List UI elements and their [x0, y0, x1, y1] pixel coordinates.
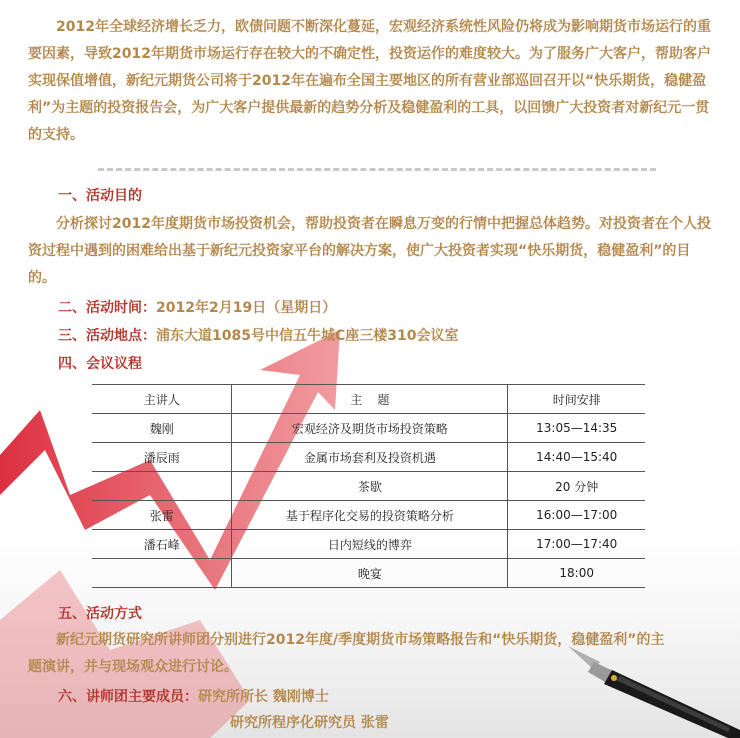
- section6-title: 六、讲师团主要成员：: [58, 689, 198, 705]
- section3-title: 三、活动地点：: [58, 328, 156, 344]
- section3-line: [58, 325, 458, 347]
- table-row: [92, 530, 645, 559]
- section6-line-2: [230, 712, 389, 734]
- agenda-topic: 基于程序化交易的投资策略分析: [232, 501, 508, 530]
- event-date: 2012年2月19日（星期日）: [156, 300, 337, 316]
- section5-body: 新纪元期货研究所讲师团分别进行2012年度/季度期货市场策略报告和“快乐期货，稳健盈利”的主题演讲，并与现场观众进行讨论。: [28, 632, 665, 675]
- agenda-speaker: 潘石峰: [92, 530, 232, 559]
- member-1: 研究所所长 魏刚博士: [198, 689, 329, 705]
- dashed-divider: [98, 168, 656, 171]
- section1-body: 分析探讨2012年度期货市场投资机会，帮助投资者在瞬息万变的行情中把握总体趋势。对投资者在个人投资过程中遇到的困难给出基于新纪元投资家平台的解决方案，使广大投资者实现“快乐期货，稳健盈利”的目的。: [28, 216, 711, 286]
- agenda-speaker: 魏刚: [92, 414, 232, 443]
- section1-title: 一、活动目的: [58, 188, 142, 204]
- agenda-time: 20 分钟: [508, 472, 645, 501]
- agenda-header-row: [92, 385, 645, 414]
- section4-title: 四、会议议程: [58, 356, 142, 372]
- agenda-speaker: [92, 472, 232, 501]
- table-row: [92, 472, 645, 501]
- intro-paragraph: 2012年全球经济增长乏力，欧债问题不断深化蔓延，宏观经济系统性风险仍将成为影响期货市场运行的重要因素，导致2012年期货市场运行存在较大的不确定性，投资运作的难度较大。为了服务广大客户，帮助客户实现保值增值，新纪元期货公司将于2012年在遍布全国主要地区的所有营业部巡回召开以“快乐期货，稳健盈利”为主题的投资报告会，为广大客户提供最新的趋势分析及稳健盈利的工具，以回馈广大投资者对新纪元一贯的支持。: [28, 19, 711, 143]
- agenda-header-time: 时间安排: [508, 385, 645, 414]
- agenda-header-speaker: 主讲人: [92, 385, 232, 414]
- section6-line: [58, 686, 329, 708]
- agenda-speaker: 潘辰雨: [92, 443, 232, 472]
- event-venue: 浦东大道1085号中信五牛城C座三楼310会议室: [156, 328, 459, 344]
- agenda-time: 17:00—17:40: [508, 530, 645, 559]
- table-row: [92, 559, 645, 588]
- section5-title: 五、活动方式: [58, 606, 142, 622]
- table-row: [92, 501, 645, 530]
- agenda-time: 14:40—15:40: [508, 443, 645, 472]
- agenda-header-topic: 主 题: [232, 385, 508, 414]
- agenda-topic: 晚宴: [232, 559, 508, 588]
- agenda-table: [92, 384, 645, 588]
- table-row: [92, 414, 645, 443]
- agenda-time: 16:00—17:00: [508, 501, 645, 530]
- agenda-time: 18:00: [508, 559, 645, 588]
- member-2: 研究所程序化研究员 张雷: [230, 715, 389, 731]
- section2-line: [58, 297, 336, 319]
- section2-title: 二、活动时间：: [58, 300, 156, 316]
- agenda-topic: 茶歇: [232, 472, 508, 501]
- table-row: [92, 443, 645, 472]
- agenda-topic: 金属市场套利及投资机遇: [232, 443, 508, 472]
- agenda-speaker: 张雷: [92, 501, 232, 530]
- agenda-speaker: [92, 559, 232, 588]
- agenda-topic: 宏观经济及期货市场投资策略: [232, 414, 508, 443]
- agenda-time: 13:05—14:35: [508, 414, 645, 443]
- fountain-pen-icon: [560, 640, 740, 738]
- agenda-topic: 日内短线的博弈: [232, 530, 508, 559]
